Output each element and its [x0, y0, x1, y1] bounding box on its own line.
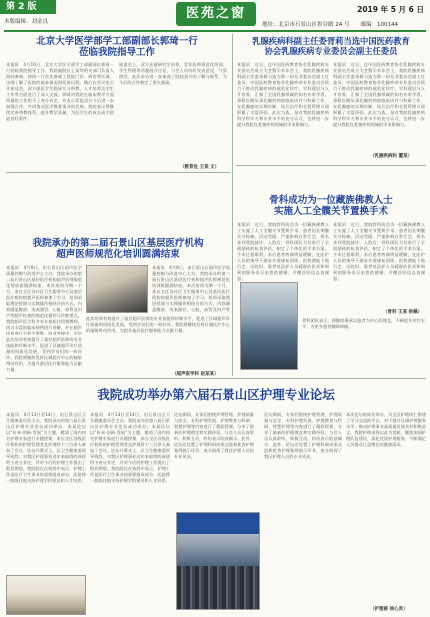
article3-body-col3: 此次培训有效提升了基层超声医师的专业技能和诊断水平，促进了区域超声诊疗质量的同质化发展，受到学员们的一致好评。我院将继续发挥区域医疗中心的辐射带动作用，为提升基层医疗服务能力贡献力量。 [86, 316, 230, 333]
article3-body-col2: 本报讯 4月8日，由石景山区超声医学质量控制与改进中心主办、我院承办的第二届石景山区基层医疗机构超声医师规范化培训班圆满结束。本次培训为期一个月，来自全区各社区卫生服务中心及基层医疗机构的超声医师参加了学习。培训采取理论授课与实践操作相结合的方式，内容涵盖腹部、浅表器官、心脏、血管及妇产等 [152, 265, 230, 312]
article2-credit: （乳腺疾病科 董某） [370, 154, 413, 159]
section-divider [6, 378, 426, 379]
forum-photo-2 [176, 512, 260, 610]
forum-photo-1 [6, 575, 86, 615]
article5-body-col2: 本报讯 4月13日至14日，由石景山区卫生健康委员会主办、我院承办的第六届石景山区护理专业论坛成功举办。本届论坛以“传承·创新·发展”为主题，邀请了国内知名护理专家进行专题授课，来自全区各级医疗机构的护理管理者及护理骨干三百余人参加了会议。论坛开幕式上，区卫生健康委领导致辞，对我区护理事业近年来取得的成绩给予充分肯定，并对今后的护理工作提出了殷切期望。我院院长在致辞中表示，护理工作是医疗卫生事业的重要组成部分，医院将一如既往地支持护理学科建设和人才培养。 [90, 412, 170, 483]
article3-title: 我院承办的第二届石景山区基层医疗机构 超声医师规范化培训圆满结束 [32, 238, 204, 260]
article4-title: 骨科成功为一位藏族佛教人士 实施人工全髋关节置换手术 [269, 195, 393, 217]
article5-body-col1: 本报讯 4月13日至14日，由石景山区卫生健康委员会主办、我院承办的第六届石景山区护理专业论坛成功举办。本届论坛以“传承·创新·发展”为主题，邀请了国内知名护理专家进行专题授课，来自全区各级医疗机构的护理管理者及护理骨干三百余人参加了会议。论坛开幕式上，区卫生健康委领导致辞，对我区护理事业近年来取得的成绩给予充分肯定，并对今后的护理工作提出了殷切期望。我院院长在致辞中表示，护理工作是医疗卫生事业的重要组成部分，医院将一如既往地支持护理学科建设和人才培养。 [6, 412, 86, 483]
article1-body-col2: 座谈会上，双方还就研究生培养、青年医师规范化培训、学生管理等话题展开讨论，与会人员纷纷发表意见，气氛热烈。此次来访进一步加深了院校双方的了解与联系，为今后的合作奠定了坚实基础。 [119, 62, 227, 85]
article5-title: 我院成功举办第六届石景山区护理专业论坛 [97, 387, 335, 402]
section-divider [6, 172, 230, 173]
stage-banner [177, 513, 259, 534]
page-number-tab: 第 2 版 [0, 0, 56, 14]
article4-body-col3: 骨科团队表示，将继续秉承以患者为中心的理念，不断提升诊疗水平，为更多患者解除病痛。 [302, 318, 425, 329]
surgery-photo [240, 282, 298, 370]
article3-body-col1: 本报讯 4月8日，由石景山区超声医学质量控制与改进中心主办、我院承办的第二届石景山区基层医疗机构超声医师规范化培训班圆满结束。本次培训为期一个月，来自全区各社区卫生服务中心及基层医疗机构的超声医师参加了学习。培训采取理论授课与实践操作相结合的方式，内容涵盖腹部、浅表器官、心脏、血管及妇产等超声检查的规范化操作与诊断要点。我院超声医学科多名专家担任授课教师，结合丰富的临床病例进行讲解，并在超声诊室进行手把手带教。结业考核中，学员 [6, 265, 82, 335]
training-photo [86, 265, 148, 313]
page-header [0, 0, 430, 34]
article1-title: 北京大学医学部学工部副部长郭琦一行 莅临我院指导工作 [36, 36, 198, 58]
article1-body-col1: 本报讯 4月16日，北京大学医学部学工部副部长郭琦一行莅临我院指导工作，我院副院长王某等相关部门负责人陪同参观。郭琦一行首先参观了我院门诊、病房等区域，详细了解了医院的基本情况和发展历程。随后在会议室召开座谈会，双方就医学生临床实习带教、人才培养及学生工作等方面进行了深入交流。郭琦对我院在临床教学方面所做的工作给予了充分肯定，并表示希望双方今后进一步加强合作，共同推动医学教育事业的发展。我院表示将继续完善带教体系，提升教学质量，为医学生的成长成才创造良好条件。 [6, 62, 114, 121]
article5-body-col4: 论坛期间，专家们围绕护理管理、护理质量与安全、专科护理发展、护理教育与科研、智慧护理等内容进行了精彩授课，分享了最新的护理理念和实践经验。与会人员认真聆听，积极互动，纷纷表示收获颇丰。此外，论坛还设置了护理科研成果交流和优秀护理案例展示环节，充分展现了我区护理人员的专业风采。 [264, 412, 342, 459]
article2-body: 本报讯 近日，在中国医药教育协会乳腺疾病专业委员会成立大会暨学术年会上，我院乳腺疾病科副主任委胥莉当选为第一届专业委员会副主任委员。中国医药教育协会乳腺疾病专业委员会致力于推动乳腺疾病的规范化诊疗、学科建设与人才培养，汇聚了全国乳腺领域的知名专家学者。胥莉长期从事乳腺疾病的临床诊疗与科研工作，在乳腺癌的早期诊断、综合治疗和全程管理方面积累了丰富经验。此次当选，是对我院乳腺疾病科学科实力和专业水平的充分认可，也将进一步提升我院在乳腺疾病领域的学术影响力。 [237, 62, 329, 127]
article5-body-col5: 本次论坛的成功举办，为全区护理同仁搭建了学习交流的平台，对于提升区域护理服务水平，推动护理事业高质量发展具有积极意义。我院护理部将以此为契机，继续加强护理队伍建设，深化优质护理服务，不断满足人民群众日益增长的健康需求。 [346, 412, 426, 447]
audience [177, 566, 259, 609]
article5-credit: （护理部 徐心灵） [370, 607, 408, 612]
header-divider [4, 30, 426, 32]
section-divider [236, 165, 426, 166]
article2-body-col2: 本报讯 近日，在中国医药教育协会乳腺疾病专业委员会成立大会暨学术年会上，我院乳腺疾病科副主任委胥莉当选为第一届专业委员会副主任委员。中国医药教育协会乳腺疾病专业委员会致力于推动乳腺疾病的规范化诊疗、学科建设与人才培养，汇聚了全国乳腺领域的知名专家学者。胥莉长期从事乳腺疾病的临床诊疗与科研工作，在乳腺癌的早期诊断、综合治疗和全程管理方面积累了丰富经验。此次当选，是对我院乳腺疾病科学科实力和专业水平的充分认可，也将进一步提升我院在乳腺疾病领域的学术影响力。 [333, 62, 425, 127]
publication-date: 2019 年 5 月 6 日 [357, 5, 424, 14]
column-divider [232, 176, 233, 376]
article3-body-col4: 此次培训有效提升了基层超声医师的专业技能和诊断水平，促进了区域超声诊疗质量的同质化发展，受到学员们的一致好评。我院将继续发挥区域医疗中心的辐射带动作用，为提升基层医疗服务能力贡献力量。 [6, 337, 82, 372]
article3-credit: （超声医学科 赵某某） [172, 372, 219, 377]
section-masthead: 医苑之窗 [176, 2, 256, 26]
article1-credit: （教育处 王某 文） [180, 165, 220, 170]
article4-credit: （骨科 王某 供稿） [383, 310, 423, 315]
article5-body-col3: 论坛期间，专家们围绕护理管理、护理质量与安全、专科护理发展、护理教育与科研、智慧护理等内容进行了精彩授课，分享了最新的护理理念和实践经验。与会人员认真聆听，积极互动，纷纷表示收获颇丰。此外，论坛还设置了护理科研成果交流和优秀护理案例展示环节，充分展现了我区护理人员的专业风采。 [174, 412, 254, 459]
article2-title: 乳腺疾病科副主任委胥莉当选中国医药教育 协会乳腺疾病专业委员会副主任委员 [252, 36, 410, 56]
article4-body-col2: 本报讯 近日，我院骨科成功为一位藏族佛教人士实施了人工全髋关节置换手术。患者因长期髋关节疼痛、活动受限，严重影响日常生活，慕名来到我院就诊。入院后，骨科团队为其进行了全面细致的检查评估，制定了个体化的手术方案。手术过程顺利，术后患者疼痛明显缓解，在医护人员的指导下逐步开展康复训练，很快便能下地行走。出院时，患者对医护人员精湛的医术和周到的服务表示由衷的感谢，并赠送哈达以表谢意。 [333, 222, 425, 281]
editor-credit: 本版编辑：刘金良 [4, 19, 49, 25]
publisher-address: 地址：北京市石景山区鲁谷路 24 号 邮编：100144 [262, 22, 398, 28]
article4-body-col1: 本报讯 近日，我院骨科成功为一位藏族佛教人士实施了人工全髋关节置换手术。患者因长期髋关节疼痛、活动受限，严重影响日常生活，慕名来到我院就诊。入院后，骨科团队为其进行了全面细致的检查评估，制定了个体化的手术方案。手术过程顺利，术后患者疼痛明显缓解，在医护人员的指导下逐步开展康复训练，很快便能下地行走。出院时，患者对医护人员精湛的医术和周到的服务表示由衷的感谢，并赠送哈达以表谢意。 [237, 222, 329, 281]
